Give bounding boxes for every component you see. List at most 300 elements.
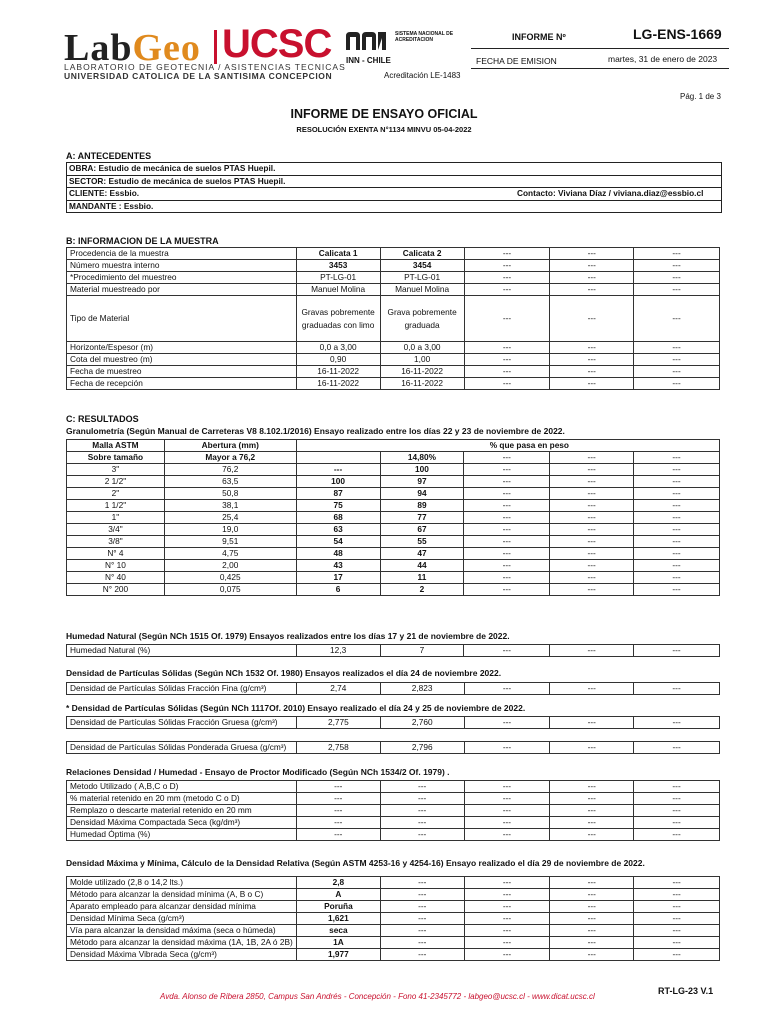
table-cell: ---: [464, 793, 550, 805]
table-cell: ---: [464, 829, 550, 841]
table-row: [67, 548, 720, 560]
table-cell: 94: [380, 488, 464, 500]
table-cell: 44: [380, 560, 464, 572]
table-row: [67, 452, 720, 464]
table-cell: ---: [464, 272, 550, 284]
table-cell: ---: [634, 464, 720, 476]
table-cell: ---: [550, 500, 634, 512]
table-cell: 3/4": [67, 524, 165, 536]
table-cell: 17: [296, 572, 380, 584]
table-cell: ---: [296, 464, 380, 476]
table-cell: N° 40: [67, 572, 165, 584]
material-line: Grava pobremente: [387, 306, 457, 317]
table-row: [67, 248, 720, 260]
table-cell: ---: [550, 877, 634, 889]
table-cell: ---: [464, 584, 550, 596]
table-cell: Calicata 2: [380, 248, 464, 260]
table-cell: ---: [464, 524, 550, 536]
table-cell: 89: [380, 500, 464, 512]
logo-subtitle: LABORATORIO DE GEOTECNIA / ASISTENCIAS TECNICAS: [64, 62, 346, 72]
sample-info-table: [66, 247, 720, 390]
table-cell: ---: [634, 781, 720, 793]
table-row: [67, 342, 720, 354]
table-cell: ---: [550, 536, 634, 548]
table-cell: [296, 296, 380, 342]
weighted-density-table: [66, 741, 720, 754]
table-row: [67, 793, 720, 805]
table-cell: ---: [296, 829, 380, 841]
table-cell: ---: [634, 817, 720, 829]
table-row: [67, 717, 720, 729]
coarse-density-table: [66, 716, 720, 729]
table-cell: ---: [464, 817, 550, 829]
table-cell: N° 4: [67, 548, 165, 560]
divider: [471, 68, 729, 69]
table-cell: ---: [380, 913, 464, 925]
table-cell: % material retenido en 20 mm (metodo C o D): [67, 793, 297, 805]
table-cell: ---: [550, 645, 634, 657]
table-cell: 2,796: [380, 742, 464, 754]
table-cell: N° 10: [67, 560, 165, 572]
mandante-field: MANDANTE : Essbio.: [69, 200, 154, 211]
table-row: [67, 440, 720, 452]
ucsc-logo: UCSC: [222, 22, 332, 66]
fine-density-table: [66, 682, 720, 695]
table-header: % que pasa en peso: [296, 440, 719, 452]
table-cell: ---: [550, 572, 634, 584]
table-cell: 2 1/2": [67, 476, 165, 488]
table-cell: ---: [634, 793, 720, 805]
table-cell: ---: [550, 683, 634, 695]
table-cell: ---: [550, 937, 634, 949]
table-cell: seca: [296, 925, 380, 937]
table-cell: Método para alcanzar la densidad mínima (A, B o C): [67, 889, 297, 901]
table-row: [67, 512, 720, 524]
table-row: [67, 272, 720, 284]
table-cell: ---: [634, 645, 720, 657]
table-cell: 63: [296, 524, 380, 536]
table-cell: 50,8: [164, 488, 296, 500]
table-cell: ---: [550, 925, 634, 937]
table-cell: 4,75: [164, 548, 296, 560]
table-cell: Fecha de muestreo: [67, 366, 297, 378]
table-header: Malla ASTM: [67, 440, 165, 452]
table-cell: [380, 296, 464, 342]
table-cell: ---: [550, 913, 634, 925]
table-cell: 2,760: [380, 717, 464, 729]
table-cell: 87: [296, 488, 380, 500]
table-row: [67, 524, 720, 536]
table-cell: 16-11-2022: [296, 366, 380, 378]
table-cell: ---: [634, 913, 720, 925]
table-cell: Poruña: [296, 901, 380, 913]
table-cell: ---: [550, 452, 634, 464]
table-cell: ---: [634, 805, 720, 817]
table-cell: 38,1: [164, 500, 296, 512]
table-cell: ---: [550, 378, 634, 390]
table-cell: *Procedimiento del muestreo: [67, 272, 297, 284]
table-cell: 2: [380, 584, 464, 596]
table-cell: ---: [634, 354, 720, 366]
table-cell: ---: [634, 548, 720, 560]
table-cell: ---: [550, 548, 634, 560]
table-cell: ---: [464, 805, 550, 817]
table-cell: Densidad Máxima Vibrada Seca (g/cm³): [67, 949, 297, 961]
table-cell: 48: [296, 548, 380, 560]
table-cell: ---: [464, 742, 550, 754]
table-cell: 54: [296, 536, 380, 548]
table-cell: ---: [550, 272, 634, 284]
table-row: [67, 560, 720, 572]
table-cell: PT-LG-01: [380, 272, 464, 284]
table-cell: ---: [634, 560, 720, 572]
table-cell: 16-11-2022: [296, 378, 380, 390]
table-cell: ---: [634, 378, 720, 390]
table-cell: 55: [380, 536, 464, 548]
table-cell: ---: [634, 717, 720, 729]
table-cell: 2,823: [380, 683, 464, 695]
table-cell: 16-11-2022: [380, 378, 464, 390]
table-row: [67, 781, 720, 793]
table-cell: ---: [464, 560, 550, 572]
table-cell: 1A: [296, 937, 380, 949]
table-cell: ---: [464, 488, 550, 500]
table-cell: ---: [634, 829, 720, 841]
table-cell: Horizonte/Espesor (m): [67, 342, 297, 354]
obra-field: OBRA: Estudio de mecánica de suelos PTAS Huepil.: [67, 163, 721, 176]
table-cell: N° 200: [67, 584, 165, 596]
divider: [471, 48, 729, 49]
table-row: [67, 925, 720, 937]
table-cell: ---: [550, 717, 634, 729]
table-cell: Método para alcanzar la densidad máxima (1A, 1B, 2A ó 2B): [67, 937, 297, 949]
table-cell: A: [296, 889, 380, 901]
table-cell: 9,51: [164, 536, 296, 548]
table-cell: ---: [634, 683, 720, 695]
table-cell: Humedad Natural (%): [67, 645, 297, 657]
table-cell: ---: [550, 901, 634, 913]
table-row: [67, 296, 720, 342]
table-cell: Remplazo o descarte material retenido en 20 mm: [67, 805, 297, 817]
table-cell: 3454: [380, 260, 464, 272]
table-cell: Manuel Molina: [380, 284, 464, 296]
table-row: [67, 889, 720, 901]
table-cell: ---: [550, 488, 634, 500]
table-cell: 47: [380, 548, 464, 560]
table-cell: ---: [464, 717, 550, 729]
table-cell: Calicata 1: [296, 248, 380, 260]
table-cell: ---: [464, 378, 550, 390]
table-cell: ---: [464, 476, 550, 488]
table-cell: 12,3: [296, 645, 380, 657]
table-cell: 25,4: [164, 512, 296, 524]
table-cell: ---: [634, 572, 720, 584]
table-cell: ---: [634, 889, 720, 901]
table-row: [67, 584, 720, 596]
table-cell: 97: [380, 476, 464, 488]
table-cell: 2": [67, 488, 165, 500]
table-cell: ---: [550, 889, 634, 901]
table-cell: ---: [634, 512, 720, 524]
table-cell: Manuel Molina: [296, 284, 380, 296]
form-code: RT-LG-23 V.1: [658, 986, 714, 996]
table-cell: ---: [380, 817, 464, 829]
table-cell: 0,0 a 3,00: [380, 342, 464, 354]
table-cell: ---: [380, 829, 464, 841]
table-cell: Fecha de recepción: [67, 378, 297, 390]
table-cell: 19,0: [164, 524, 296, 536]
table-cell: ---: [634, 284, 720, 296]
table-cell: 2,00: [164, 560, 296, 572]
table-cell: ---: [464, 645, 550, 657]
table-cell: ---: [634, 260, 720, 272]
contacto-field: Contacto: Viviana Díaz / viviana.diaz@essbio.cl: [517, 188, 704, 198]
table-cell: Densidad de Partículas Sólidas Ponderada Gruesa (g/cm³): [67, 742, 297, 754]
table-cell: Molde utilizado (2,8 o 14,2 lts.): [67, 877, 297, 889]
table-row: [67, 366, 720, 378]
table-cell: 67: [380, 524, 464, 536]
table-cell: 100: [296, 476, 380, 488]
logo-separator: [214, 30, 217, 64]
table-cell: ---: [550, 805, 634, 817]
coarse-density-title: * Densidad de Partículas Sólidas (Según NCh 1117Of. 2010) Ensayo realizado el día 24 y 25 de noviembre de 2022.: [66, 703, 526, 713]
table-row: [67, 683, 720, 695]
table-cell: ---: [550, 584, 634, 596]
table-row: [67, 937, 720, 949]
report-number-label: INFORME Nº: [512, 32, 566, 42]
table-cell: 0,0 a 3,00: [296, 342, 380, 354]
table-cell: ---: [464, 949, 550, 961]
table-cell: 7: [380, 645, 464, 657]
table-cell: ---: [550, 342, 634, 354]
table-cell: 1,621: [296, 913, 380, 925]
table-cell: 1,977: [296, 949, 380, 961]
inn-text: SISTEMA NACIONAL DE ACREDITACION: [395, 31, 454, 43]
table-cell: ---: [464, 913, 550, 925]
table-cell: ---: [464, 889, 550, 901]
table-cell: ---: [550, 248, 634, 260]
table-cell: ---: [634, 877, 720, 889]
table-cell: 14,80%: [380, 452, 464, 464]
table-row: [67, 817, 720, 829]
antecedentes-box: [66, 162, 722, 213]
proctor-table: [66, 780, 720, 841]
table-cell: ---: [296, 793, 380, 805]
resolution-subtitle: RESOLUCIÓN EXENTA N°1134 MINVU 05-04-2022: [296, 125, 472, 134]
sector-field: SECTOR: Estudio de mecánica de suelos PTAS Huepil.: [67, 176, 721, 189]
section-heading-resultados: C: RESULTADOS: [66, 414, 139, 424]
table-cell: ---: [380, 793, 464, 805]
table-cell: 2,74: [296, 683, 380, 695]
table-cell: ---: [464, 260, 550, 272]
table-cell: ---: [634, 901, 720, 913]
table-cell: ---: [550, 260, 634, 272]
table-header: Abertura (mm): [164, 440, 296, 452]
table-cell: Densidad de Partículas Sólidas Fracción Fina (g/cm³): [67, 683, 297, 695]
table-cell: ---: [550, 949, 634, 961]
table-cell: ---: [550, 829, 634, 841]
table-cell: 63,5: [164, 476, 296, 488]
table-cell: ---: [464, 901, 550, 913]
table-cell: ---: [634, 742, 720, 754]
cliente-field: CLIENTE: Essbio.: [69, 188, 140, 198]
table-cell: ---: [464, 683, 550, 695]
table-cell: ---: [634, 500, 720, 512]
table-cell: ---: [550, 793, 634, 805]
table-cell: ---: [550, 781, 634, 793]
table-cell: ---: [550, 366, 634, 378]
table-cell: Densidad Máxima Compactada Seca (kg/dm³): [67, 817, 297, 829]
table-cell: ---: [464, 572, 550, 584]
issue-date: martes, 31 de enero de 2023: [608, 54, 718, 64]
table-cell: ---: [464, 296, 550, 342]
table-cell: ---: [380, 925, 464, 937]
table-cell: ---: [464, 342, 550, 354]
table-cell: ---: [634, 452, 720, 464]
table-cell: Densidad de Partículas Sólidas Fracción Gruesa (g/cm³): [67, 717, 297, 729]
table-cell: ---: [464, 548, 550, 560]
table-cell: 2,758: [296, 742, 380, 754]
university-name: UNIVERSIDAD CATOLICA DE LA SANTISIMA CONCEPCION: [64, 71, 333, 81]
table-cell: ---: [380, 889, 464, 901]
table-cell: ---: [550, 742, 634, 754]
table-cell: ---: [296, 805, 380, 817]
fine-density-title: Densidad de Partículas Sólidas (Según NCh 1532 Of. 1980) Ensayos realizados el día 24 de noviembre 2022.: [66, 668, 502, 678]
table-cell: Número muestra interno: [67, 260, 297, 272]
table-cell: ---: [296, 781, 380, 793]
table-cell: 76,2: [164, 464, 296, 476]
cliente-row: [67, 188, 721, 201]
table-cell: ---: [464, 781, 550, 793]
table-cell: 1 1/2": [67, 500, 165, 512]
table-cell: 3": [67, 464, 165, 476]
table-cell: ---: [380, 901, 464, 913]
table-row: [67, 805, 720, 817]
table-cell: 1,00: [380, 354, 464, 366]
table-cell: 2,775: [296, 717, 380, 729]
table-row: [67, 829, 720, 841]
table-row: [67, 488, 720, 500]
table-cell: ---: [634, 524, 720, 536]
table-row: [67, 476, 720, 488]
table-cell: 16-11-2022: [380, 366, 464, 378]
table-cell: Tipo de Material: [67, 296, 297, 342]
table-cell: PT-LG-01: [296, 272, 380, 284]
table-cell: ---: [550, 524, 634, 536]
table-cell: ---: [550, 354, 634, 366]
table-cell: 75: [296, 500, 380, 512]
humidity-title: Humedad Natural (Según NCh 1515 Of. 1979) Ensayos realizados entre los días 17 y 21 de noviembre de 2022.: [66, 631, 510, 641]
table-row: [67, 536, 720, 548]
table-cell: ---: [464, 925, 550, 937]
table-row: [67, 901, 720, 913]
material-line: graduadas con limo: [301, 319, 375, 330]
table-cell: Cota del muestreo (m): [67, 354, 297, 366]
table-cell: ---: [550, 296, 634, 342]
humidity-table: [66, 644, 720, 657]
table-header: Sobre tamaño: [67, 452, 165, 464]
table-cell: ---: [634, 476, 720, 488]
table-cell: ---: [464, 464, 550, 476]
table-cell: ---: [550, 284, 634, 296]
table-row: [67, 742, 720, 754]
section-heading-muestra: B: INFORMACION DE LA MUESTRA: [66, 236, 219, 246]
table-cell: ---: [464, 500, 550, 512]
relative-density-title: Densidad Máxima y Mínima, Cálculo de la Densidad Relativa (Según ASTM 4253-16 y 4254-16) Ensayo realizado el día 29 de noviembre de 2022.: [66, 858, 645, 868]
table-cell: ---: [464, 877, 550, 889]
table-cell: ---: [634, 949, 720, 961]
table-cell: ---: [464, 452, 550, 464]
table-cell: Aparato empleado para alcanzar densidad mínima: [67, 901, 297, 913]
table-cell: 68: [296, 512, 380, 524]
page-title: INFORME DE ENSAYO OFICIAL: [290, 107, 478, 121]
table-cell: 1": [67, 512, 165, 524]
table-cell: ---: [550, 817, 634, 829]
table-cell: ---: [296, 817, 380, 829]
table-cell: ---: [464, 937, 550, 949]
labgeo-logo: LabGeo: [64, 27, 201, 69]
table-cell: ---: [634, 536, 720, 548]
proctor-title: Relaciones Densidad / Humedad - Ensayo de Proctor Modificado (Según NCh 1534/2 Of. 1979) .: [66, 767, 450, 777]
table-row: [67, 284, 720, 296]
table-cell: ---: [634, 366, 720, 378]
table-cell: 43: [296, 560, 380, 572]
issue-date-label: FECHA DE EMISION: [476, 56, 557, 66]
granulometry-table: [66, 439, 720, 596]
table-cell: ---: [464, 248, 550, 260]
table-row: [67, 464, 720, 476]
table-cell: ---: [550, 476, 634, 488]
table-cell: ---: [550, 464, 634, 476]
material-line: graduada: [404, 319, 440, 330]
table-row: [67, 378, 720, 390]
table-cell: ---: [464, 536, 550, 548]
table-row: [67, 260, 720, 272]
table-cell: ---: [550, 512, 634, 524]
table-cell: ---: [464, 284, 550, 296]
table-cell: ---: [464, 354, 550, 366]
table-cell: ---: [464, 366, 550, 378]
table-cell: ---: [380, 877, 464, 889]
table-cell: ---: [634, 584, 720, 596]
table-cell: 2,8: [296, 877, 380, 889]
table-cell: Metodo Utilizado ( A,B,C o D): [67, 781, 297, 793]
table-cell: 0,425: [164, 572, 296, 584]
table-cell: ---: [634, 488, 720, 500]
table-cell: Humedad Óptima (%): [67, 829, 297, 841]
table-cell: 100: [380, 464, 464, 476]
footer-address: Avda. Alonso de Ribera 2850, Campus San Andrés - Concepción - Fono 41-2345772 - labgeo@ucsc.cl - www.dicat.ucsc.cl: [160, 992, 595, 1001]
relative-density-table: [66, 876, 720, 961]
table-cell: ---: [380, 781, 464, 793]
table-cell: ---: [634, 296, 720, 342]
table-cell: Material muestreado por: [67, 284, 297, 296]
table-cell: ---: [380, 805, 464, 817]
table-row: [67, 949, 720, 961]
table-cell: 6: [296, 584, 380, 596]
table-row: [67, 645, 720, 657]
table-cell: 0,90: [296, 354, 380, 366]
table-row: [67, 877, 720, 889]
table-row: [67, 500, 720, 512]
table-cell: Procedencia de la muestra: [67, 248, 297, 260]
table-cell: ---: [634, 937, 720, 949]
inn-chile-label: INN - CHILE: [346, 56, 391, 65]
granulometry-title: Granulometría (Según Manual de Carreteras V8 8.102.1/2016) Ensayo realizado entre los días 22 y 23 de noviembre de 2022.: [66, 426, 565, 436]
table-cell: ---: [634, 342, 720, 354]
accreditation-label: Acreditación LE-1483: [384, 71, 461, 80]
table-row: [67, 354, 720, 366]
